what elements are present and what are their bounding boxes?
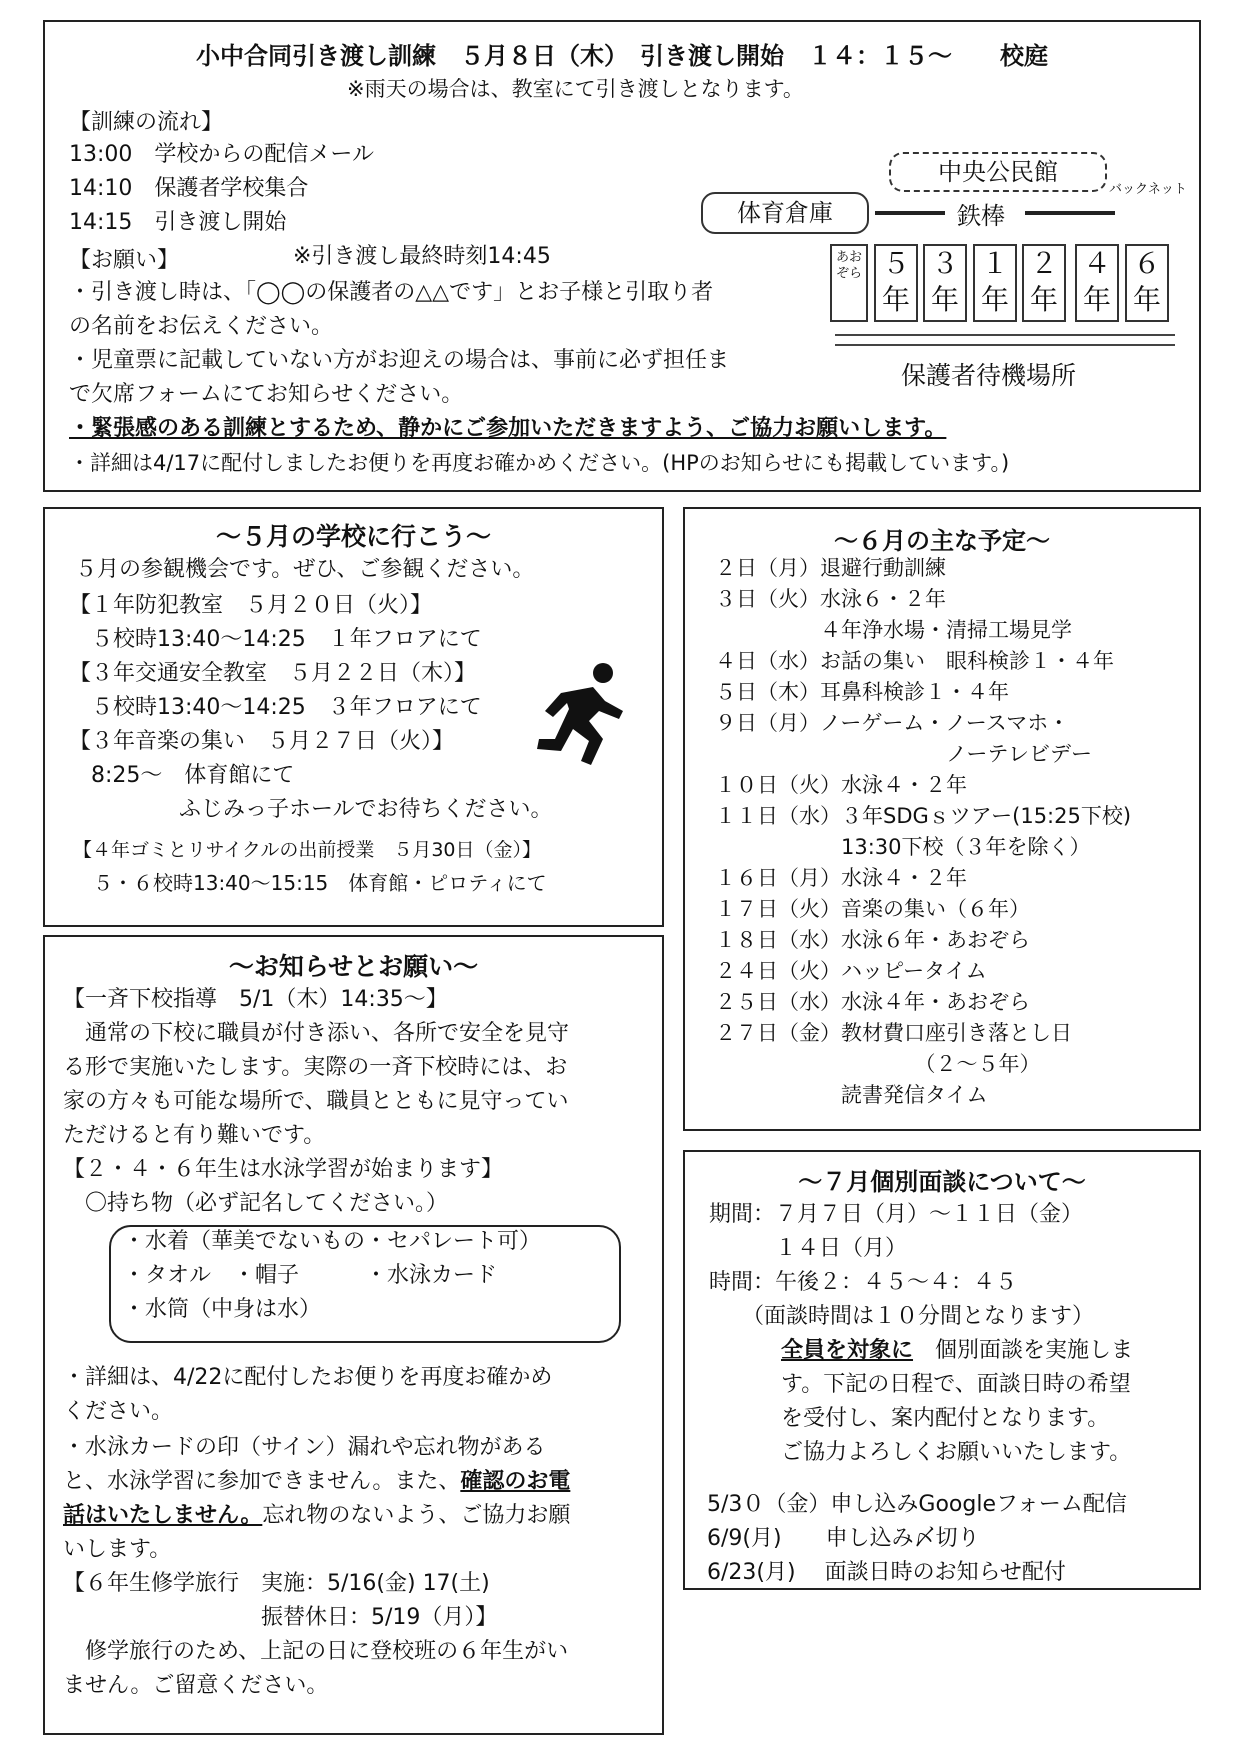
june-box bbox=[683, 507, 1201, 1131]
aozora-room: あおぞら bbox=[830, 244, 868, 322]
may-small-line: ５・６校時13:40～15:15 体育館・ピロティにて bbox=[93, 871, 547, 895]
july-line: １４日（月） bbox=[709, 1236, 908, 1261]
may-line: 8:25～ 体育館にて bbox=[69, 763, 295, 788]
request-line: で欠席フォームにてお知らせください。 bbox=[69, 382, 464, 407]
storage-label: 体育倉庫 bbox=[701, 192, 869, 234]
swim-item: ・タオル ・帽子 ・水泳カード bbox=[123, 1263, 498, 1288]
drill-title: 小中合同引き渡し訓練 ５月８日（木） 引き渡し開始 １４：１５～ 校庭 bbox=[196, 42, 1048, 70]
may-line: ふじみっ子ホールでお待ちください。 bbox=[69, 797, 553, 822]
june-event: ２５日（水）水泳４年・あおぞら bbox=[715, 990, 1030, 1014]
may-small-header: 【４年ゴミとリサイクルの出前授業 ５月30日（金）】 bbox=[73, 839, 542, 861]
request-line: ・児童票に記載していない方がお迎えの場合は、事前に必ず担任ま bbox=[69, 348, 730, 373]
notice-box bbox=[43, 935, 664, 1735]
request-line: ・引き渡し時は、「◯◯の保護者の△△です」とお子様と引取り者 bbox=[69, 280, 714, 305]
notice-p3: 修学旅行のため、上記の日に登校班の６年生がい bbox=[63, 1639, 569, 1664]
flow-header: 【訓練の流れ】 bbox=[69, 110, 224, 135]
waiting-area-label: 保護者待機場所 bbox=[901, 361, 1077, 390]
notice-p2 bbox=[63, 1465, 570, 1499]
june-event: ２７日（金）教材費口座引き落とし日 bbox=[715, 1021, 1072, 1045]
deadline-note: ※引き渡し最終時刻14:45 bbox=[293, 244, 551, 269]
june-event: ４年浄水場・清掃工場見学 bbox=[715, 618, 1072, 642]
notice-h3b: 振替休日：5/19（月）】 bbox=[63, 1605, 498, 1630]
request-header: 【お願い】 bbox=[69, 248, 180, 273]
swim-item: ・水着（華美でないもの・セパレート可） bbox=[123, 1229, 542, 1254]
grade-room: ３年 bbox=[923, 244, 967, 322]
july-schedule: 6/9(月) 申し込み〆切り bbox=[707, 1526, 980, 1551]
community-hall-label: 中央公民館 bbox=[889, 152, 1107, 192]
request-line: の名前をお伝えください。 bbox=[69, 314, 334, 339]
june-event: ノーテレビデー bbox=[715, 742, 1092, 766]
may-title: ～５月の学校に行こう～ bbox=[215, 522, 491, 551]
july-line: （面談時間は１０分間となります） bbox=[709, 1304, 1095, 1329]
july-para bbox=[781, 1334, 1133, 1368]
june-event: １６日（月）水泳４・２年 bbox=[715, 866, 967, 890]
bold-request: ・緊張感のある訓練とするため、静かにご参加いただきますよう、ご協力お願いします。 bbox=[69, 416, 947, 441]
corridor-line bbox=[835, 344, 1175, 346]
july-schedule: 6/23(月) 面談日時のお知らせ配付 bbox=[707, 1560, 1066, 1585]
notice-h3: 【６年生修学旅行 実施：5/16(金) 17(土) bbox=[63, 1571, 490, 1596]
may-line: ５校時13:40～14:25 ３年フロアにて bbox=[69, 695, 482, 720]
swim-item: ・水筒（中身は水） bbox=[123, 1297, 322, 1322]
june-event: １８日（水）水泳６年・あおぞら bbox=[715, 928, 1030, 952]
july-title: ～７月個別面談について～ bbox=[798, 1168, 1086, 1196]
notice-p2-text: 忘れ物のないよう、ご協力お願 bbox=[262, 1503, 571, 1528]
june-event: ３日（火）水泳６・２年 bbox=[715, 587, 946, 611]
may-line: 【１年防犯教室 ５月２０日（火）】 bbox=[69, 593, 433, 618]
june-event: 読書発信タイム bbox=[715, 1083, 988, 1107]
grade-room: ５年 bbox=[874, 244, 918, 322]
june-event: ９日（月）ノーゲーム・ノースマホ・ bbox=[715, 711, 1070, 735]
running-person-icon bbox=[531, 659, 631, 769]
june-event: ２４日（火）ハッピータイム bbox=[715, 959, 987, 983]
grade-room: ４年 bbox=[1075, 244, 1119, 322]
flow-item: 14:15 引き渡し開始 bbox=[69, 210, 287, 235]
may-line: 【３年交通安全教室 ５月２２日（木）】 bbox=[69, 661, 477, 686]
notice-p2: ください。 bbox=[63, 1399, 174, 1424]
grade-room: ６年 bbox=[1125, 244, 1169, 322]
drill-box bbox=[43, 20, 1201, 492]
flow-item: 14:10 保護者学校集合 bbox=[69, 176, 309, 201]
june-event: １１日（水）３年SDGｓツアー(15:25下校) bbox=[715, 804, 1132, 828]
notice-p1: る形で実施いたします。実際の一斉下校時には、お bbox=[63, 1055, 568, 1080]
july-line: 時間：午後２：４５～４：４５ bbox=[709, 1270, 1018, 1295]
july-para: を受付し、案内配付となります。 bbox=[781, 1406, 1110, 1431]
july-para-text: 個別面談を実施しま bbox=[913, 1338, 1134, 1363]
notice-p3: ません。ご留意ください。 bbox=[63, 1673, 329, 1698]
june-event: ２日（月）退避行動訓練 bbox=[715, 556, 946, 580]
june-event: １０日（火）水泳４・２年 bbox=[715, 773, 967, 797]
june-event: １７日（火）音楽の集い（６年） bbox=[715, 897, 1030, 921]
all-target-bold: 全員を対象に bbox=[781, 1338, 914, 1363]
notice-p1: 家の方々も可能な場所で、職員とともに見守ってい bbox=[63, 1089, 569, 1114]
july-box bbox=[683, 1150, 1201, 1590]
may-line: ５校時13:40～14:25 １年フロアにて bbox=[69, 627, 482, 652]
notice-title: ～お知らせとお願い～ bbox=[228, 952, 479, 981]
june-event: 13:30下校（３年を除く） bbox=[715, 835, 1091, 859]
flow-item: 13:00 学校からの配信メール bbox=[69, 142, 374, 167]
may-box bbox=[43, 507, 664, 927]
july-para: す。下記の日程で、面談日時の希望 bbox=[781, 1372, 1131, 1397]
june-title: ～６月の主な予定～ bbox=[834, 527, 1050, 555]
notice-h2: 【２・４・６年生は水泳学習が始まります】 bbox=[63, 1157, 504, 1182]
no-phone-bold: 確認のお電 bbox=[460, 1469, 571, 1494]
notice-p2-text: と、水泳学習に参加できません。また、 bbox=[63, 1469, 461, 1494]
notice-p1: ただけると有り難いです。 bbox=[63, 1123, 326, 1148]
june-event: （２～５年） bbox=[715, 1052, 1041, 1076]
detail-line: ・詳細は4/17に配付しましたお便りを再度お確かめください。(HPのお知らせにも掲載しています。) bbox=[69, 451, 1010, 475]
backnet-label: バックネット bbox=[1109, 182, 1187, 197]
grade-room: ２年 bbox=[1022, 244, 1066, 322]
notice-h1: 【一斉下校指導 5/1（木）14:35～】 bbox=[63, 987, 448, 1012]
july-para: ご協力よろしくお願いいたします。 bbox=[781, 1440, 1132, 1465]
notice-p2 bbox=[63, 1499, 570, 1533]
no-phone-bold: 話はいたしません。 bbox=[63, 1503, 263, 1528]
may-intro: ５月の参観機会です。ぜひ、ご参観ください。 bbox=[75, 557, 535, 582]
notice-p2: いします。 bbox=[63, 1537, 172, 1562]
rain-note: ※雨天の場合は、教室にて引き渡しとなります。 bbox=[347, 77, 804, 101]
grade-room: １年 bbox=[973, 244, 1017, 322]
july-schedule: 5/3０（金）申し込みGoogleフォーム配信 bbox=[707, 1492, 1127, 1517]
may-line: 【３年音楽の集い ５月２７日（火）】 bbox=[69, 729, 455, 754]
iron-bar-label: 鉄棒 bbox=[957, 202, 1005, 230]
notice-p2: ・水泳カードの印（サイン）漏れや忘れ物がある bbox=[63, 1435, 546, 1460]
june-event: ５日（木）耳鼻科検診１・４年 bbox=[715, 680, 1009, 704]
iron-bar-line-right bbox=[1025, 211, 1115, 215]
corridor-line bbox=[835, 334, 1175, 336]
july-line: 期間：７月７日（月）～１１日（金） bbox=[709, 1202, 1084, 1227]
notice-p1: 通常の下校に職員が付き添い、各所で安全を見守 bbox=[63, 1021, 570, 1046]
items-header: 〇持ち物（必ず記名してください。） bbox=[63, 1191, 449, 1216]
iron-bar-line-left bbox=[875, 211, 945, 215]
notice-p2: ・詳細は、4/22に配付したお便りを再度お確かめ bbox=[63, 1365, 553, 1390]
june-event: ４日（水）お話の集い 眼科検診１・４年 bbox=[715, 649, 1114, 673]
